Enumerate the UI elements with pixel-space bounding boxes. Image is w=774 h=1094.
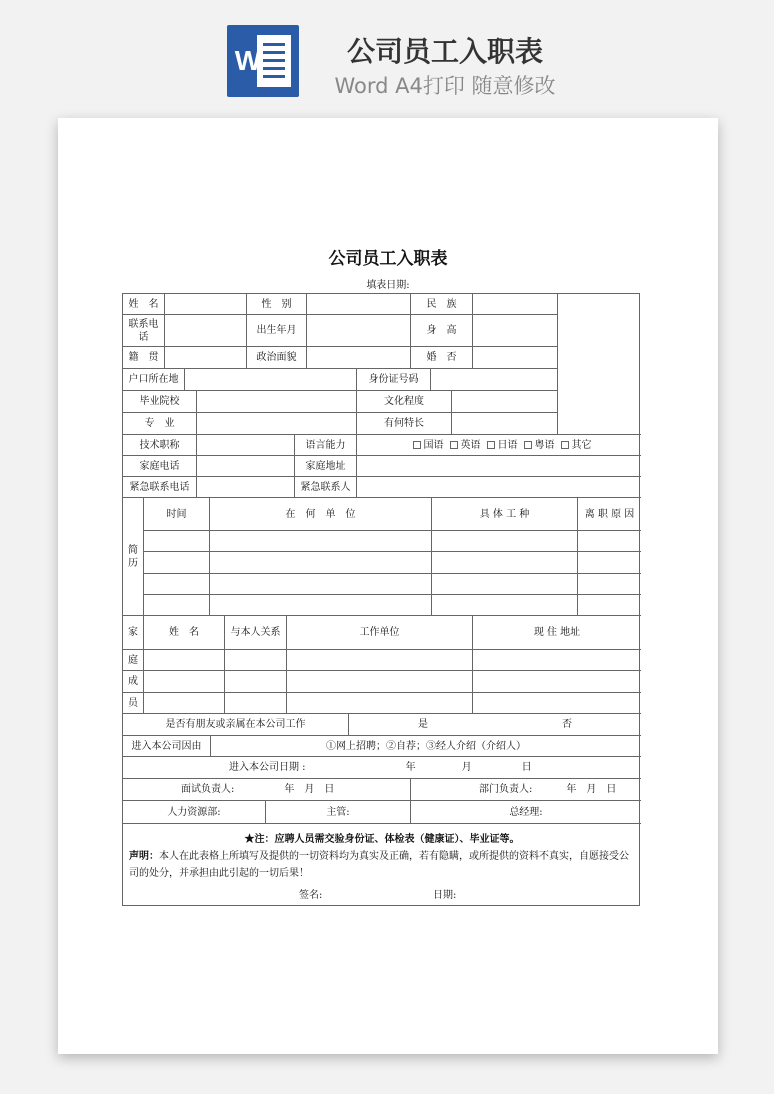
resume-cell[interactable] [432, 595, 578, 616]
marital-label: 婚 否 [411, 347, 473, 369]
family-cell[interactable] [287, 693, 473, 714]
resume-cell[interactable] [578, 552, 641, 574]
relatives-yes[interactable]: 是 [418, 719, 428, 730]
dept-head-label: 部门负责人: [479, 784, 533, 795]
family-cell[interactable] [473, 671, 641, 693]
family-cell[interactable] [473, 693, 641, 714]
birth-label: 出生年月 [247, 315, 307, 347]
relatives-question: 是否有朋友或亲属在本公司工作 [123, 714, 349, 736]
checkbox-mandarin[interactable] [413, 441, 421, 449]
home-addr-field[interactable] [357, 456, 641, 477]
height-field[interactable] [473, 315, 558, 347]
specialty-field[interactable] [452, 413, 558, 435]
home-phone-label: 家庭电话 [123, 456, 197, 477]
birth-field[interactable] [307, 315, 411, 347]
dept-head-cell[interactable] [411, 779, 641, 801]
family-label-char: 庭 [123, 650, 144, 671]
major-field[interactable] [197, 413, 357, 435]
emergency-phone-label: 紧急联系电话 [123, 477, 197, 498]
interviewer-label: 面试负责人: [181, 784, 235, 795]
home-addr-label: 家庭地址 [295, 456, 357, 477]
language-label: 语言能力 [295, 435, 357, 456]
gender-field[interactable] [307, 294, 411, 315]
photo-box[interactable] [558, 294, 641, 435]
reason-options[interactable]: ①网上招聘；②自荐；③经人介绍（介绍人） [211, 736, 641, 757]
emergency-phone-field[interactable] [197, 477, 295, 498]
hukou-field[interactable] [185, 369, 357, 391]
title-field[interactable] [197, 435, 295, 456]
language-options [357, 435, 641, 456]
supervisor-cell[interactable]: 主管: [266, 801, 411, 824]
lang-other: 其它 [571, 439, 592, 451]
resume-cell[interactable] [432, 552, 578, 574]
resume-cell[interactable] [144, 595, 210, 616]
resume-cell[interactable] [578, 531, 641, 552]
emergency-contact-label: 紧急联系人 [295, 477, 357, 498]
resume-cell[interactable] [210, 574, 432, 595]
school-label: 毕业院校 [123, 391, 197, 413]
hr-dept-cell[interactable]: 人力资源部: [123, 801, 266, 824]
page-header [0, 0, 774, 110]
statement-text: 本人在此表格上所填写及提供的一切资料均为真实及正确，若有隐瞒，或所提供的资料不真实，自愿接受公司的处分，并承担由此引起的一切后果！ [129, 851, 629, 879]
document-page [58, 118, 718, 1054]
family-label-char: 家 [123, 616, 144, 650]
word-icon-letter: W [234, 45, 262, 76]
fill-date-label: 填表日期: [366, 280, 410, 291]
lang-japanese: 日语 [497, 439, 518, 451]
entry-date-row[interactable] [123, 757, 641, 779]
ethnicity-field[interactable] [473, 294, 558, 315]
family-cell[interactable] [144, 650, 225, 671]
family-cell[interactable] [287, 671, 473, 693]
signature-label[interactable]: 签名: [299, 890, 323, 901]
family-cell[interactable] [287, 650, 473, 671]
declaration-block [123, 824, 641, 907]
height-label: 身 高 [411, 315, 473, 347]
hukou-label: 户口所在地 [123, 369, 185, 391]
specialty-label: 有何特长 [357, 413, 452, 435]
reason-label: 进入本公司因由 [123, 736, 211, 757]
relatives-no[interactable]: 否 [562, 719, 572, 730]
dept-head-date: 年 月 日 [566, 784, 617, 795]
family-cell[interactable] [225, 693, 287, 714]
entry-year: 年 [405, 762, 416, 773]
statement-label: 声明： [129, 851, 159, 862]
major-label: 专 业 [123, 413, 197, 435]
name-field[interactable] [165, 294, 247, 315]
school-field[interactable] [197, 391, 357, 413]
family-col-work: 工作单位 [287, 616, 473, 650]
emergency-contact-field[interactable] [357, 477, 641, 498]
document-title: 公司员工入职表 [328, 249, 448, 269]
word-icon [227, 25, 299, 97]
resume-cell[interactable] [144, 531, 210, 552]
header-title: 公司员工入职表 [346, 35, 543, 68]
resume-cell[interactable] [210, 595, 432, 616]
resume-col-time: 时间 [144, 498, 210, 531]
politics-field[interactable] [307, 347, 411, 369]
education-field[interactable] [452, 391, 558, 413]
family-col-name: 姓 名 [144, 616, 225, 650]
declaration-note: ★注：应聘人员需交验身份证、体检表（健康证）、毕业证等。 [244, 834, 520, 845]
declaration-date-label[interactable]: 日期: [433, 890, 457, 901]
family-label-char: 成 [123, 671, 144, 693]
declaration-statement [129, 848, 635, 882]
ethnicity-label: 民 族 [411, 294, 473, 315]
family-cell[interactable] [144, 671, 225, 693]
resume-cell[interactable] [210, 531, 432, 552]
phone-label: 联系电话 [123, 315, 165, 347]
family-label-char: 员 [123, 693, 144, 714]
title-label: 技术职称 [123, 435, 197, 456]
resume-cell[interactable] [578, 595, 641, 616]
family-cell[interactable] [225, 671, 287, 693]
idno-field[interactable] [431, 369, 558, 391]
marital-field[interactable] [473, 347, 558, 369]
name-label: 姓 名 [123, 294, 165, 315]
checkbox-english[interactable] [450, 441, 458, 449]
relatives-answer[interactable] [349, 714, 641, 736]
resume-label: 简 历 [123, 498, 144, 616]
resume-cell[interactable] [432, 531, 578, 552]
family-col-address: 现 住 地址 [473, 616, 641, 650]
family-cell[interactable] [225, 650, 287, 671]
gm-cell[interactable]: 总经理: [411, 801, 641, 824]
interviewer-cell[interactable] [123, 779, 411, 801]
resume-cell[interactable] [578, 574, 641, 595]
home-phone-field[interactable] [197, 456, 295, 477]
header-subtitle: Word A4打印 随意修改 [334, 74, 556, 98]
native-field[interactable] [165, 347, 247, 369]
family-cell[interactable] [473, 650, 641, 671]
politics-label: 政治面貌 [247, 347, 307, 369]
resume-cell[interactable] [144, 574, 210, 595]
resume-col-reason: 离 职 原 因 [578, 498, 641, 531]
checkbox-cantonese[interactable] [524, 441, 532, 449]
resume-col-job: 具 体 工 种 [432, 498, 578, 531]
resume-cell[interactable] [144, 552, 210, 574]
resume-cell[interactable] [210, 552, 432, 574]
entry-form-table [122, 293, 640, 906]
entry-date-label: 进入本公司日期 : [229, 762, 306, 773]
resume-cell[interactable] [432, 574, 578, 595]
lang-english: 英语 [460, 439, 481, 451]
native-label: 籍 贯 [123, 347, 165, 369]
entry-month: 月 [461, 762, 472, 773]
idno-label: 身份证号码 [357, 369, 431, 391]
family-cell[interactable] [144, 693, 225, 714]
lang-mandarin: 国语 [423, 439, 444, 451]
gender-label: 性 别 [247, 294, 307, 315]
checkbox-other[interactable] [561, 441, 569, 449]
education-label: 文化程度 [357, 391, 452, 413]
interviewer-date: 年 月 日 [284, 784, 335, 795]
family-col-relation: 与本人关系 [225, 616, 287, 650]
entry-day: 日 [521, 762, 532, 773]
resume-col-unit: 在 何 单 位 [210, 498, 432, 531]
checkbox-japanese[interactable] [487, 441, 495, 449]
lang-cantonese: 粤语 [534, 439, 555, 451]
phone-field[interactable] [165, 315, 247, 347]
